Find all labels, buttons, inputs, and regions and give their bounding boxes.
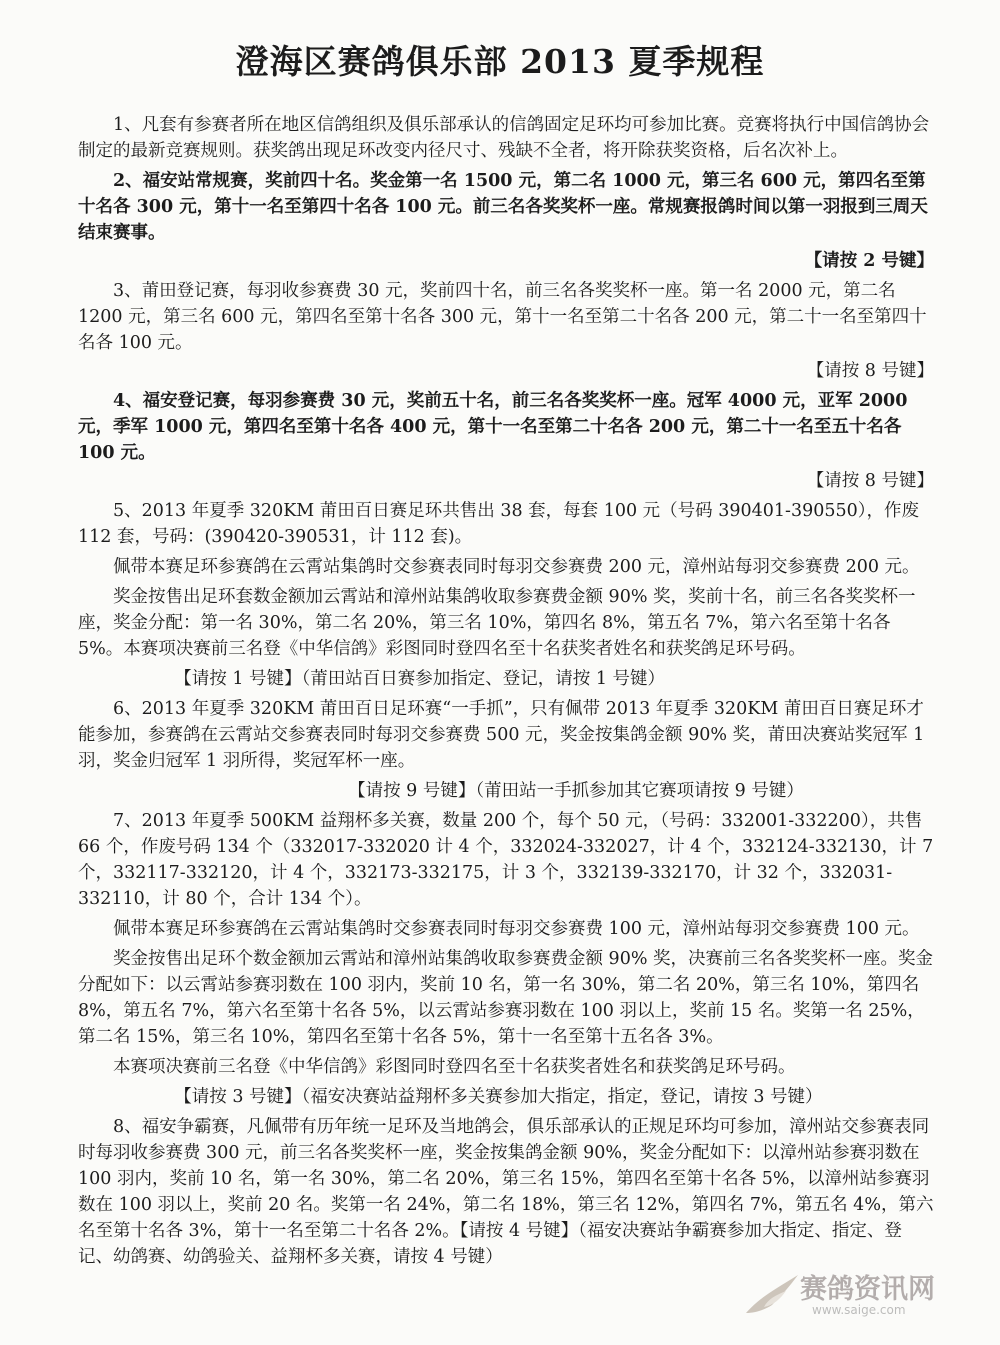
rule-paragraph-6: 6、2013 年夏季 320KM 莆田百日足环赛“一手抓”，只有佩带 2013 年夏季 320KM 莆田百日赛足环才能参加，参赛鸽在云霄站交参赛表同时每羽交参赛费 500 元，奖金按集鸽金额 90% 奖，莆田决赛站奖冠军 1 羽，奖金归冠军 1 羽所得，奖冠军杯一座。 (78, 699, 925, 771)
rule-paragraph-5-fee: 佩带本赛足环参赛鸽在云霄站集鸽时交参赛表同时每羽交参赛费 200 元，漳州站每羽交参赛费 200 元。 (113, 557, 920, 577)
watermark-url: www.saige.com (812, 1303, 906, 1317)
site-watermark (742, 1263, 972, 1323)
rule-paragraph-3: 3、莆田登记赛，每羽收参赛费 30 元，奖前四十名，前三名各奖奖杯一座。第一名 2000 元，第二名 1200 元，第三名 600 元，第四名至第十名各 300 元，第十一名至第二十名各 200 元，第二十一名至第四十名各 100 元。 (78, 281, 927, 353)
rule-paragraph-7-prize: 奖金按售出足环个数金额加云霄站和漳州站集鸽收取参赛费金额 90% 奖，决赛前三名各奖奖杯一座。奖金分配如下：以云霄站参赛羽数在 100 羽内，奖前 10 名，第一名 30%，第二名 20%，第三名 10%，第四名 8%，第五名 7%，第六名至第十名各 5%，以云霄站参赛羽数在 100 羽以上，奖前 15 名。奖第一名 25%，第二名 15%，第三名 10%，第四名至第十名各 5%，第十一名至第十五名各 3%。 (78, 949, 934, 1047)
document-title: 澄海区赛鸽俱乐部 2013 夏季规程 (235, 42, 765, 81)
key-instruction: 【请按 8 号键】 (806, 471, 934, 491)
key-instruction: 【请按 2 号键】 (804, 251, 934, 271)
rule-paragraph-7: 7、2013 年夏季 500KM 益翔杯多关赛，数量 200 个，每个 50 元，（号码：332001-332200），共售 66 个，作废号码 134 个（332017-332020 计 4 个，332024-332027，计 4 个，332124-332130，计 7 个，332117-332120，计 4 个，332173-332175，计 3 个，332139-332170，计 32 个，332031-332110，计 80 个，合计 134 个）。 (78, 811, 934, 909)
key-instruction: 【请按 1 号键】（莆田站百日赛参加指定、登记，请按 1 号键） (174, 669, 666, 689)
document-body (78, 112, 934, 1274)
watermark-site-name: 赛鸽资讯网 (800, 1274, 935, 1305)
rule-paragraph-7-fee: 佩带本赛足环参赛鸽在云霄站集鸽时交参赛表同时每羽交参赛费 100 元，漳州站每羽交参赛费 100 元。 (113, 919, 920, 939)
key-instruction: 【请按 8 号键】 (806, 361, 934, 381)
key-instruction: 【请按 9 号键】（莆田站一手抓参加其它赛项请按 9 号键） (348, 781, 804, 801)
key-instruction: 【请按 3 号键】（福安决赛站益翔杯多关赛参加大指定，指定，登记，请按 3 号键） (174, 1087, 823, 1107)
rule-paragraph-5-prize: 奖金按售出足环套数金额加云霄站和漳州站集鸽收取参赛费金额 90% 奖，奖前十名，前三名各奖奖杯一座，奖金分配：第一名 30%，第二名 20%，第三名 10%，第四名 8%，第五名 7%，第六名至第十名各 5%。本赛项决赛前三名登《中华信鸽》彩图同时登四名至十名获奖者姓名和获奖鸽足环号码。 (78, 587, 916, 659)
rule-paragraph-5: 5、2013 年夏季 320KM 莆田百日赛足环共售出 38 套，每套 100 元（号码 390401-390550），作废 112 套，号码：(390420-390531，计 112 套)。 (78, 501, 920, 547)
pigeon-icon (742, 1269, 802, 1319)
rule-paragraph-1: 1、凡套有参赛者所在地区信鸽组织及俱乐部承认的信鸽固定足环均可参加比赛。竞赛将执行中国信鸽协会制定的最新竞赛规则。获奖鸽出现足环改变内径尺寸、残缺不全者，将开除获奖资格，后名次补上。 (78, 115, 930, 161)
rule-paragraph-8: 8、福安争霸赛，凡佩带有历年统一足环及当地鸽会，俱乐部承认的正规足环均可参加，漳州站交参赛表同时每羽收参赛费 300 元，前三名各奖奖杯一座，奖金按集鸽金额 90%，奖金分配如下：以漳州站参赛羽数在 100 羽内，奖前 10 名，第一名 30%，第二名 20%，第三名 15%，第四名至第十名各 5%，以漳州站参赛羽数在 100 羽以上，奖前 20 名。奖第一名 24%，第二名 18%，第三名 12%，第四名 7%，第五名 4%，第六名至第十名各 3%，第十一名至第二十名各 2%。【请按 4 号键】（福安决赛站争霸赛参加大指定、指定、登记、幼鸽赛、幼鸽验关、益翔杯多关赛，请按 4 号键） (78, 1117, 934, 1267)
rule-paragraph-7-publish: 本赛项决赛前三名登《中华信鸽》彩图同时登四名至十名获奖者姓名和获奖鸽足环号码。 (113, 1057, 796, 1077)
rule-paragraph-2: 2、福安站常规赛，奖前四十名。奖金第一名 1500 元，第二名 1000 元，第三名 600 元，第四名至第十名各 300 元，第十一名至第四十名各 100 元。前三名各奖奖杯一座。常规赛报鸽时间以第一羽报到三周天结束赛事。 (78, 171, 928, 243)
rule-paragraph-4: 4、福安登记赛，每羽参赛费 30 元，奖前五十名，前三名各奖奖杯一座。冠军 4000 元，亚军 2000 元，季军 1000 元，第四名至第十名各 400 元，第十一名至第二十名各 200 元，第二十一名至五十名各 100 元。 (78, 391, 908, 463)
